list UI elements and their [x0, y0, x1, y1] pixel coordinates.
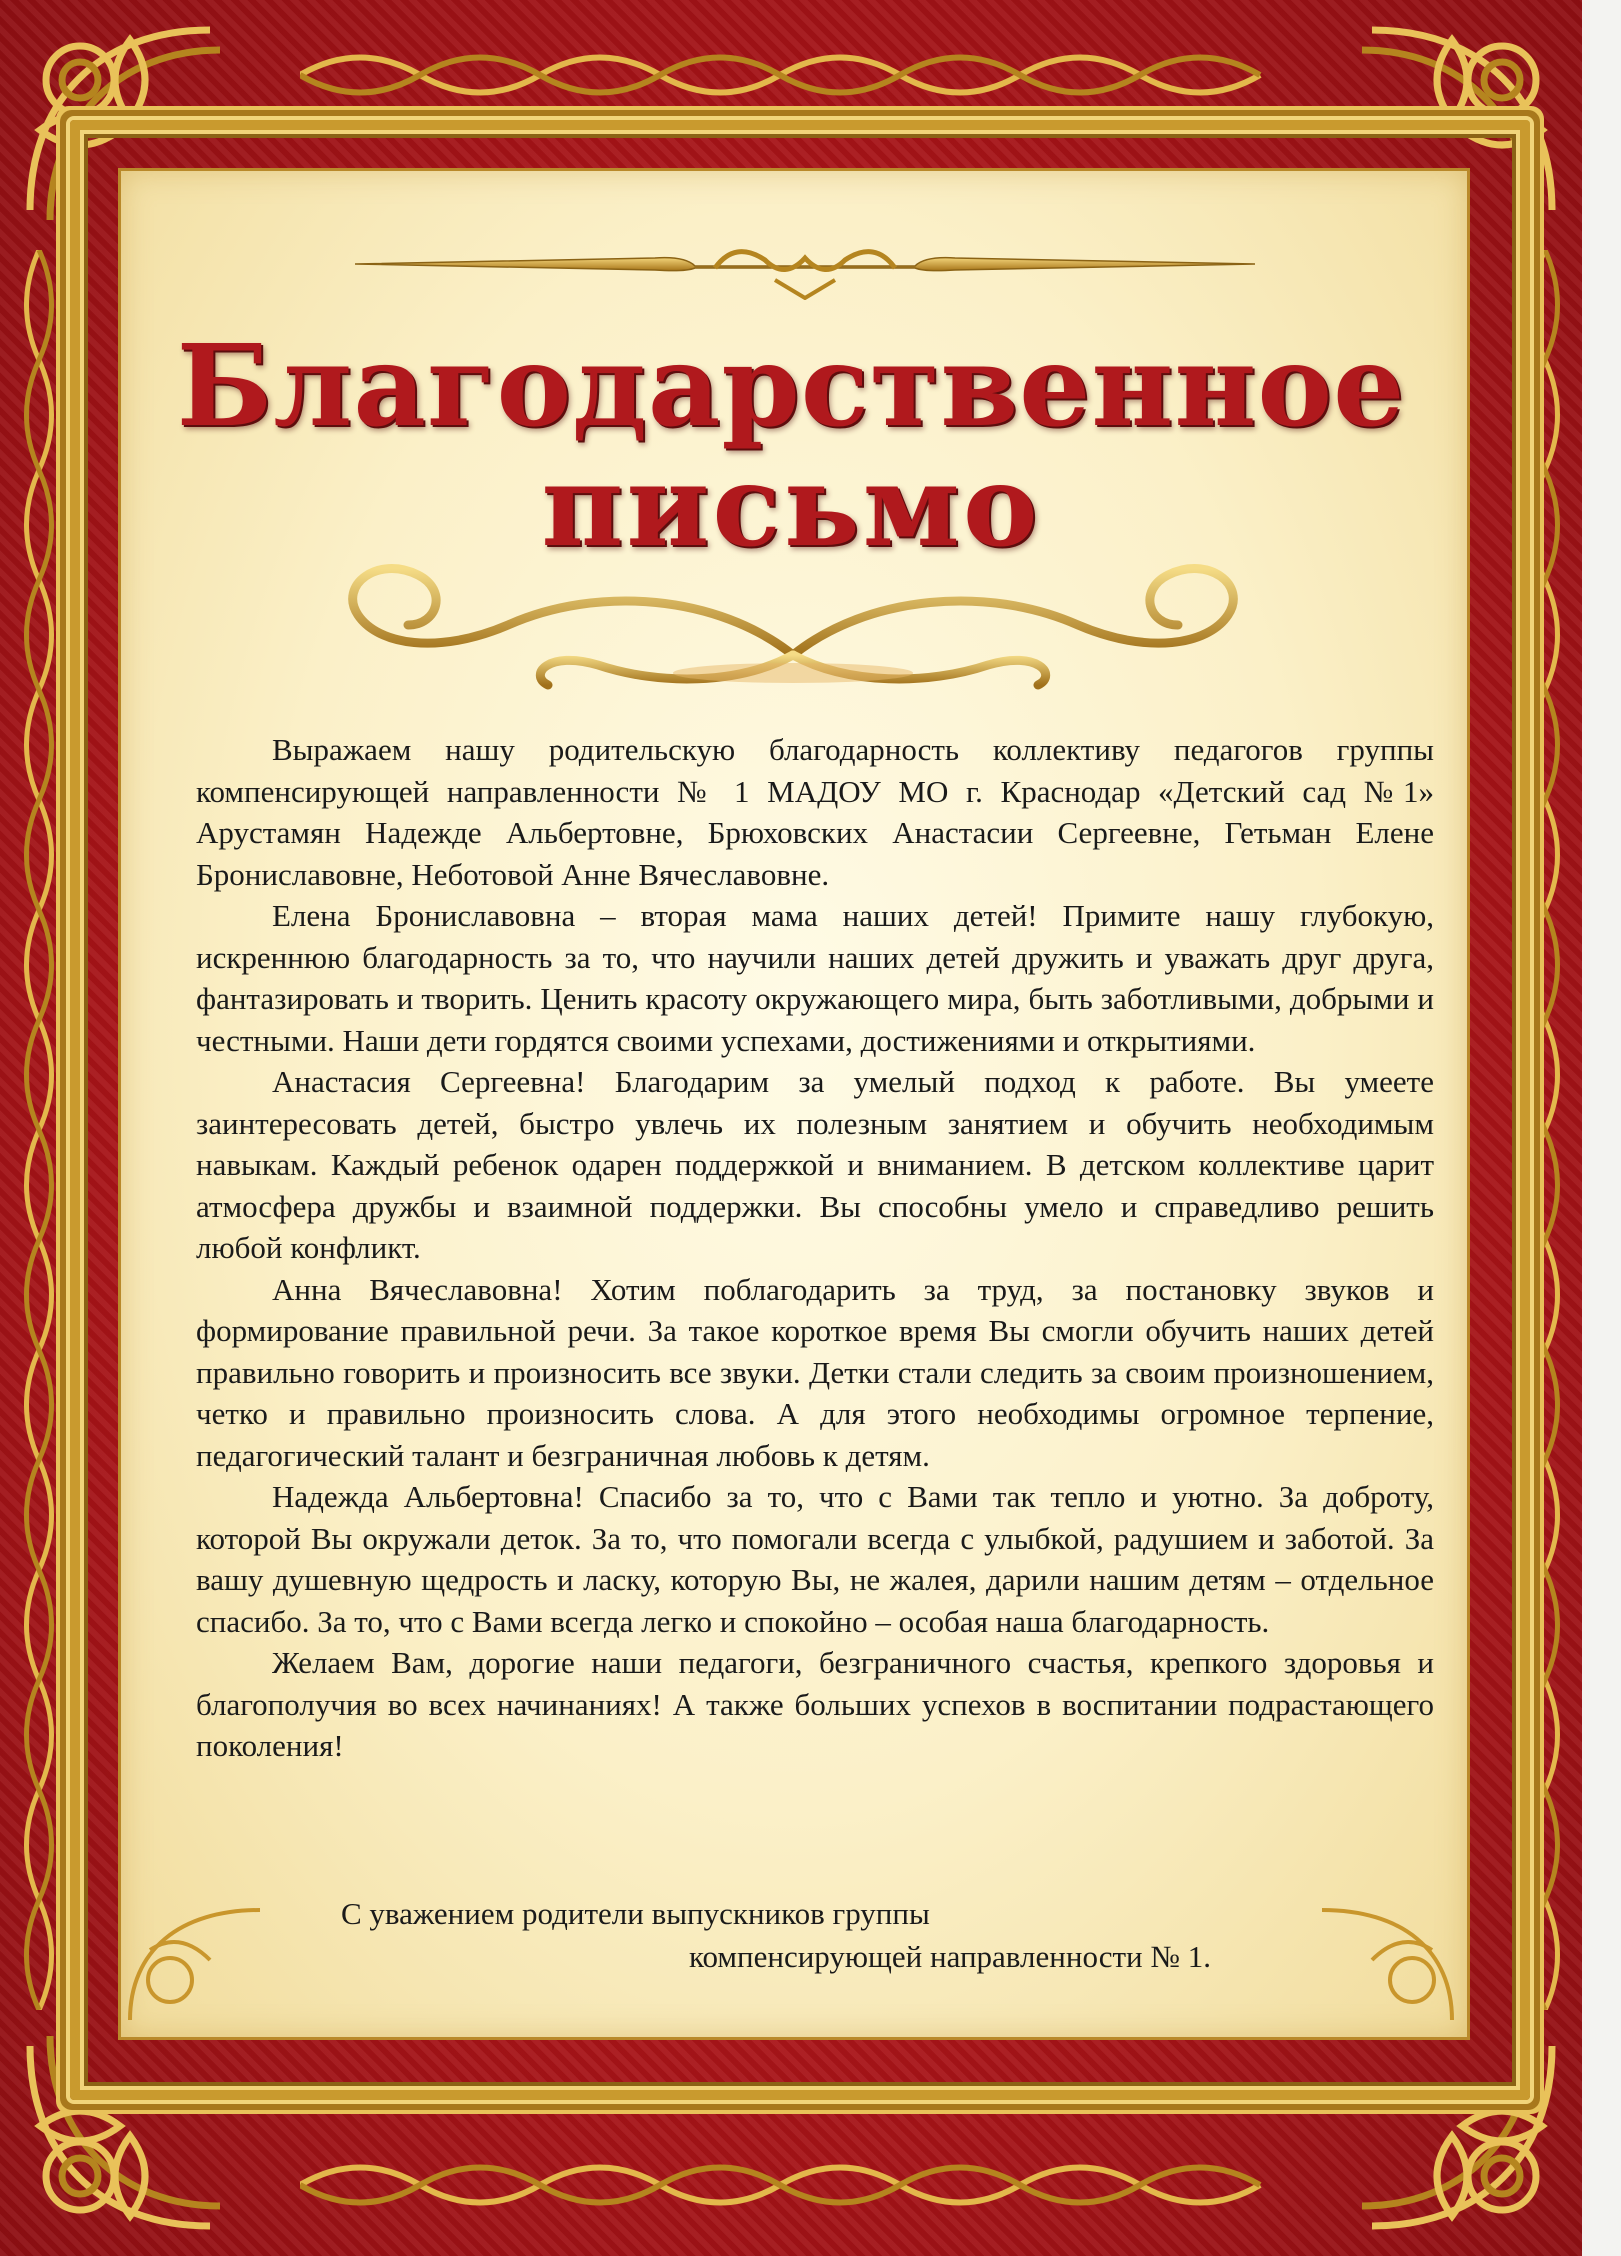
paragraph: Желаем Вам, дорогие наши педагоги, безграничного счастья, крепкого здоровья и благополучия во всех начинаниях! А также больших успехов в воспитании подрастающего поколения!	[196, 1645, 1434, 1763]
letter-body	[196, 729, 1434, 1767]
title-line-1: Благодарственное	[176, 321, 1406, 452]
knot-chain-left-icon	[14, 250, 64, 2010]
paragraph: Анастасия Сергеевна! Благодарим за умелый подход к работе. Вы умеете заинтересовать детей, быстро увлечь их полезным занятием и обучить необходимым навыкам. Каждый ребенок одарен поддержкой и вниманием. В детском коллективе царит атмосфера дружбы и взаимной поддержки. Вы способны умело и справедливо решить любой конфликт.	[196, 1064, 1434, 1265]
scan-margin	[1582, 0, 1621, 2256]
scroll-ornament-icon	[355, 240, 1255, 300]
signature-line-1: С уважением родители выпускников группы	[341, 1896, 930, 1931]
signature-line-2: компенсирующей направленности № 1.	[689, 1939, 1211, 1974]
flourish-ornament-icon	[298, 555, 1288, 695]
paragraph: Елена Брониславовна – вторая мама наших детей! Примите нашу глубокую, искреннюю благодарность за то, что научили наших детей дружить и уважать друг друга, фантазировать и творить. Ценить красоту окружающего мира, быть заботливыми, добрыми и честными. Наши дети гордятся своими успехами, достижениями и открытиями.	[196, 898, 1434, 1058]
title-line-2: письмо	[541, 441, 1041, 573]
knot-band-top-icon	[300, 40, 1280, 110]
letter-title	[118, 321, 1464, 573]
knot-band-bottom-icon	[300, 2150, 1280, 2220]
paragraph: Надежда Альбертовна! Спасибо за то, что с Вами так тепло и уютно. За доброту, которой Вы окружали деток. За то, что помогали всегда с улыбкой, радушием и заботой. За вашу душевную щедрость и ласку, которую Вы, не жалея, дарили нашим детям – отдельное спасибо. За то, что с Вами всегда легко и спокойно – особая наша благодарность.	[196, 1479, 1434, 1639]
paragraph: Выражаем нашу родительскую благодарность коллективу педагогов группы компенсирующей направленности № 1 МАДОУ МО г. Краснодар «Детский сад №1» Арустамян Надежде Альбертовне, Брюховских Анастасии Сергеевне, Гетьман Елене Брониславовне, Неботовой Анне Вячеславовне.	[196, 732, 1434, 892]
paragraph: Анна Вячеславовна! Хотим поблагодарить за труд, за постановку звуков и формирование правильной речи. За такое короткое время Вы смогли обучить наших детей правильно говорить и произносить все звуки. Детки стали следить за своим произношением, четко и правильно произносить слова. А для этого необходимы огромное терпение, педагогический талант и безграничная любовь к детям.	[196, 1271, 1434, 1473]
